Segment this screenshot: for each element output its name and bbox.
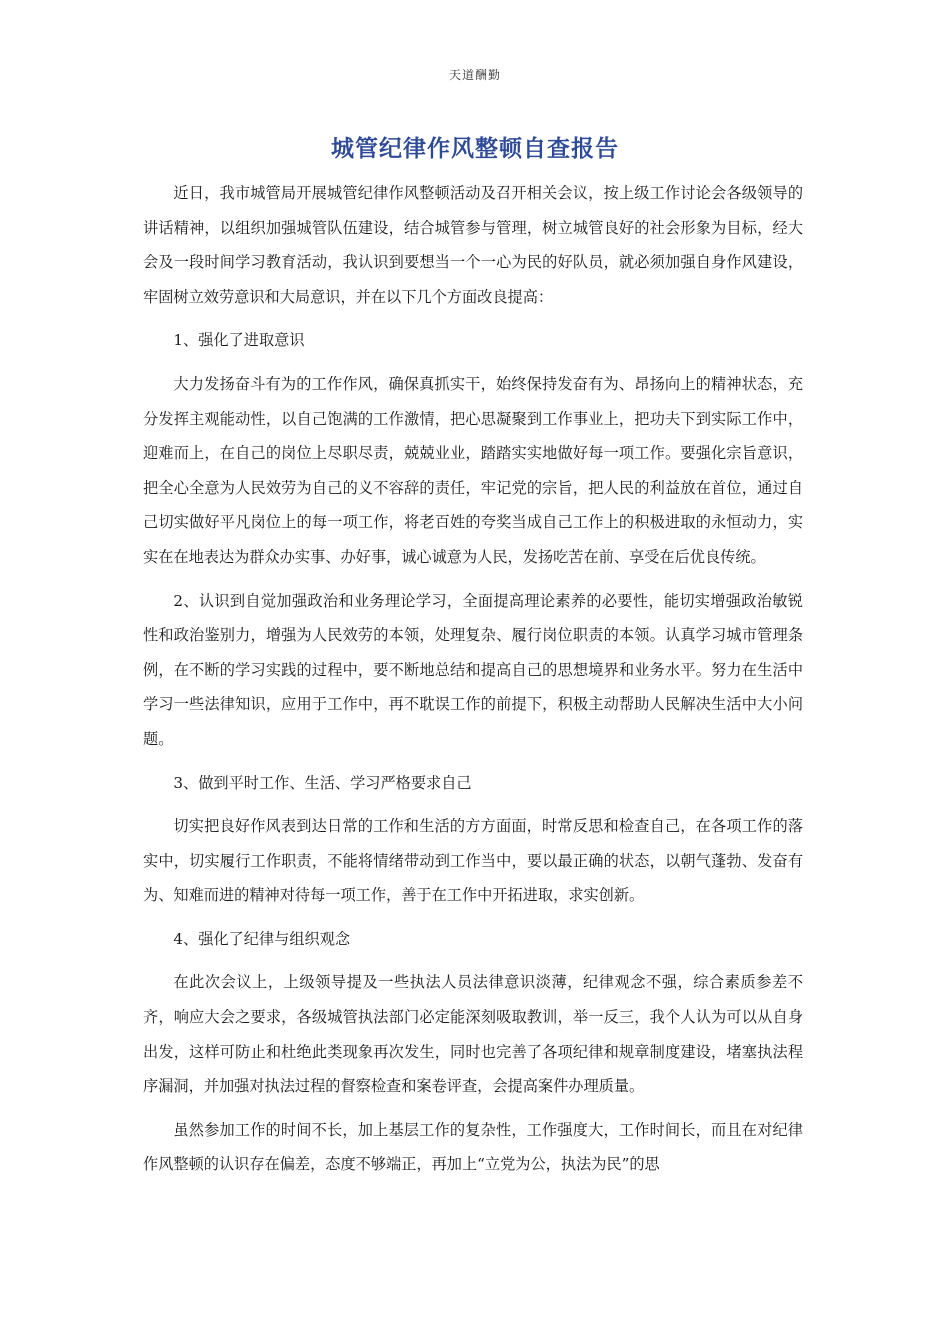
paragraph-section-1: 大力发扬奋斗有为的工作作风，确保真抓实干，始终保持发奋有为、昂扬向上的精神状态，充分发挥主观能动性，以自己饱满的工作激情，把心思凝聚到工作事业上，把功夫下到实际工作中，迎难而上，在自己的岗位上尽职尽责，兢兢业业，踏踏实实地做好每一项工作。要强化宗旨意识，把全心全意为人民效劳为自己的义不容辞的责任，牢记党的宗旨，把人民的利益放在首位，通过自己切实做好平凡岗位上的每一项工作，将老百姓的夸奖当成自己工作上的积极进取的永恒动力，实实在在地表达为群众办实事、办好事，诚心诚意为人民，发扬吃苦在前、享受在后优良传统。 [143, 374, 803, 566]
paragraph-intro: 近日，我市城管局开展城管纪律作风整顿活动及召开相关会议，按上级工作讨论会各级领导的讲话精神，以组织加强城管队伍建设，结合城管参与管理，树立城管良好的社会形象为目标，经大会及一段时间学习教育活动，我认识到要想当一个一心为民的好队员，就必须加强自身作风建设，牢固树立效劳意识和大局意识，并在以下几个方面改良提高： [143, 184, 803, 306]
paragraph-closing: 虽然参加工作的时间不长，加上基层工作的复杂性，工作强度大，工作时间长，而且在对纪律作风整顿的认识存在偏差，态度不够端正，再加上“立党为公，执法为民”的思 [143, 1120, 803, 1174]
section-heading-3: 3、做到平时工作、生活、学习严格要求自己 [173, 773, 472, 792]
paragraph-section-4: 在此次会议上，上级领导提及一些执法人员法律意识淡薄，纪律观念不强，综合素质参差不齐，响应大会之要求，各级城管执法部门必定能深刻吸取教训，举一反三，我个人认为可以从自身出发，这样可防止和杜绝此类现象再次发生，同时也完善了各项纪律和规章制度建设，堵塞执法程序漏洞，并加强对执法过程的督察检查和案卷评查，会提高案件办理质量。 [143, 973, 803, 1096]
document-title: 城管纪律作风整顿自查报告 [331, 135, 619, 162]
section-heading-4: 4、强化了纪律与组织观念 [173, 929, 351, 948]
paragraph-section-2: 2、认识到自觉加强政治和业务理论学习，全面提高理论素养的必要性，能切实增强政治敏锐性和政治鉴别力，增强为人民效劳的本领，处理复杂、履行岗位职责的本领。认真学习城市管理条例，在不断的学习实践的过程中，要不断地总结和提高自己的思想境界和业务水平。努力在生活中学习一些法律知识，应用于工作中，再不耽误工作的前提下，积极主动帮助人民解决生活中大小问题。 [143, 591, 803, 748]
document-body [143, 176, 803, 1182]
section-heading-1: 1、强化了进取意识 [173, 331, 305, 350]
page-header: 天道酬勤 [448, 68, 501, 82]
paragraph-section-3: 切实把良好作风表到达日常的工作和生活的方方面面，时常反思和检查自己，在各项工作的落实中，切实履行工作职责，不能将情绪带动到工作当中，要以最正确的状态，以朝气蓬勃、发奋有为、知难而进的精神对待每一项工作，善于在工作中开拓进取，求实创新。 [143, 817, 803, 905]
